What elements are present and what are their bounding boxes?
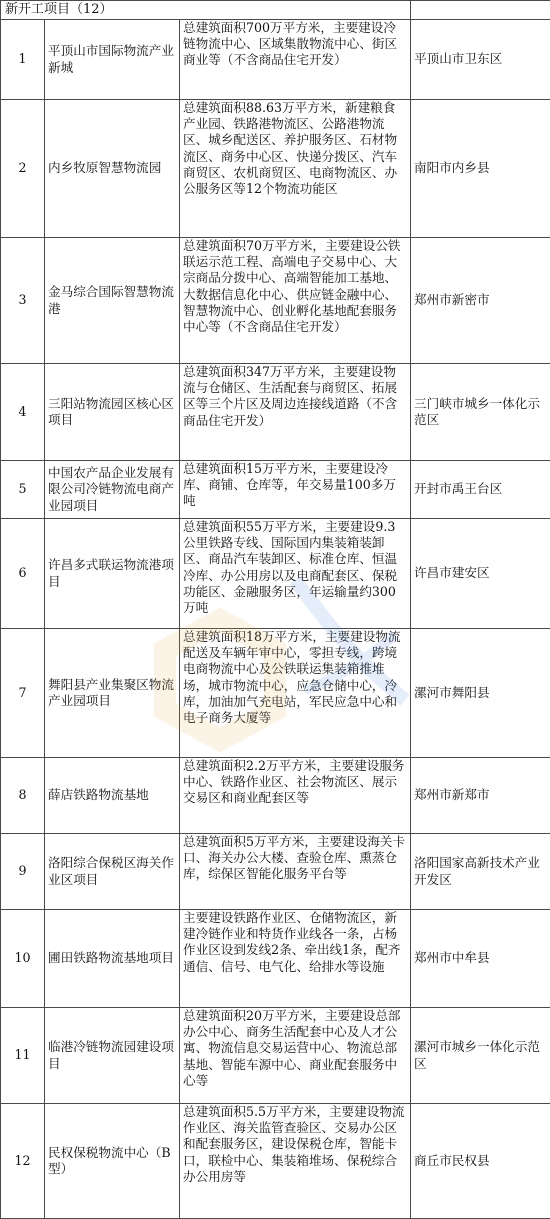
project-description: 总建筑面积70万平方米，主要建设公铁联运示范工程、高端电子交易中心、大宗商品分拨中心、高端智能加工基地、大数据信息化中心、供应链金融中心、智慧物流中心、创业孵化基地配套服务中心等（不含商品住宅开发） — [180, 238, 411, 364]
project-name: 中国农产品企业发展有限公司冷链物流电商产业园项目 — [45, 461, 180, 519]
project-description: 总建筑面积700万平方米，主要建设冷链物流中心、区域集散物流中心、街区商业等（不含商品住宅开发） — [180, 20, 411, 100]
table-row — [1, 20, 550, 100]
table-row — [1, 519, 550, 629]
row-number: 6 — [1, 519, 45, 629]
row-number: 5 — [1, 461, 45, 519]
row-number: 7 — [1, 629, 45, 758]
row-number: 11 — [1, 1008, 45, 1104]
row-number: 10 — [1, 910, 45, 1008]
table-row — [1, 238, 550, 364]
row-number: 3 — [1, 238, 45, 364]
table-row — [1, 364, 550, 461]
project-description: 总建筑面积55万平方米，主要建设9.3公里铁路专线、国际国内集装箱装卸区、商品汽车装卸区、标准仓库、恒温冷库、办公用房以及电商配套区、保税功能区、金融服务区，年运输量约300万吨 — [180, 519, 411, 629]
project-location: 商丘市民权县 — [411, 1104, 550, 1219]
project-description: 总建筑面积2.2万平方米，主要建设服务中心、铁路作业区、社会物流区、展示交易区和商业配套区等 — [180, 758, 411, 834]
table-row — [1, 100, 550, 238]
project-location: 三门峡市城乡一体化示范区 — [411, 364, 550, 461]
project-name: 平顶山市国际物流产业新城 — [45, 20, 180, 100]
project-description: 总建筑面积5万平方米，主要建设海关卡口、海关办公大楼、查验仓库、熏蒸仓库，综保区智能化服务平台等 — [180, 834, 411, 910]
project-description: 总建筑面积5.5万平方米，主要建设物流作业区、海关监管查验区、交易办公区和配套服务区，建设保税仓库，智能卡口，联检中心、集装箱堆场、保税综合办公用房等 — [180, 1104, 411, 1219]
section-header-empty-cell — [411, 1, 550, 20]
project-name: 三阳站物流园区核心区项目 — [45, 364, 180, 461]
table-row — [1, 834, 550, 910]
table-row — [1, 1008, 550, 1104]
row-number: 4 — [1, 364, 45, 461]
project-location: 洛阳国家高新技术产业开发区 — [411, 834, 550, 910]
project-name: 许昌多式联运物流港项目 — [45, 519, 180, 629]
section-title: 新开工项目（12） — [1, 1, 411, 20]
project-description: 总建筑面积88.63万平方米，新建粮食产业园、铁路港物流区、公路港物流区、城乡配送区、养护服务区、石材物流区、商务中心区、快递分拨区、汽车商贸区、农机商贸区、电商物流区、办公服务区等12个物流功能区 — [180, 100, 411, 238]
project-location: 漯河市城乡一体化示范区 — [411, 1008, 550, 1104]
project-location: 郑州市新密市 — [411, 238, 550, 364]
table-row — [1, 461, 550, 519]
project-description: 总建筑面积20万平方米，主要建设总部办公中心、商务生活配套中心及人才公寓、物流信息交易运营中心、物流总部基地、智能车源中心、商业配套服务中心等 — [180, 1008, 411, 1104]
project-location: 郑州市新郑市 — [411, 758, 550, 834]
table-row — [1, 1104, 550, 1219]
row-number: 9 — [1, 834, 45, 910]
table-row — [1, 910, 550, 1008]
project-location: 南阳市内乡县 — [411, 100, 550, 238]
project-location: 漯河市舞阳县 — [411, 629, 550, 758]
project-name: 圃田铁路物流基地项目 — [45, 910, 180, 1008]
project-location: 郑州市中牟县 — [411, 910, 550, 1008]
project-name: 薛店铁路物流基地 — [45, 758, 180, 834]
project-name: 舞阳县产业集聚区物流产业园项目 — [45, 629, 180, 758]
section-header-row — [1, 1, 550, 20]
project-description: 主要建设铁路作业区、仓储物流区，新建冷链作业和特货作业线各一条，占杨作业区设到发线2条、牵出线1条，配齐通信、信号、电气化、给排水等设施 — [180, 910, 411, 1008]
project-location: 许昌市建安区 — [411, 519, 550, 629]
project-name: 临港冷链物流园建设项目 — [45, 1008, 180, 1104]
project-location: 开封市禹王台区 — [411, 461, 550, 519]
project-name: 洛阳综合保税区海关作业区项目 — [45, 834, 180, 910]
row-number: 1 — [1, 20, 45, 100]
project-name: 内乡牧原智慧物流园 — [45, 100, 180, 238]
table-row — [1, 629, 550, 758]
project-description: 总建筑面积18万平方米，主要建设物流配送及车辆年审中心，零担专线，跨境电商物流中心及公铁联运集装箱推堆场，城市物流中心，应急仓储中心，冷库，加油加气充电站，军民应急中心和电子商务大厦等 — [180, 629, 411, 758]
table-row — [1, 758, 550, 834]
row-number: 2 — [1, 100, 45, 238]
project-name: 民权保税物流中心（B型） — [45, 1104, 180, 1219]
project-location: 平顶山市卫东区 — [411, 20, 550, 100]
project-description: 总建筑面积347万平方米，主要建设物流与仓储区、生活配套与商贸区、拓展区等三个片区及周边连接线道路（不含商品住宅开发） — [180, 364, 411, 461]
project-name: 金马综合国际智慧物流港 — [45, 238, 180, 364]
project-description: 总建筑面积15万平方米，主要建设冷库、商铺、仓库等，年交易量100多万吨 — [180, 461, 411, 519]
row-number: 8 — [1, 758, 45, 834]
row-number: 12 — [1, 1104, 45, 1219]
